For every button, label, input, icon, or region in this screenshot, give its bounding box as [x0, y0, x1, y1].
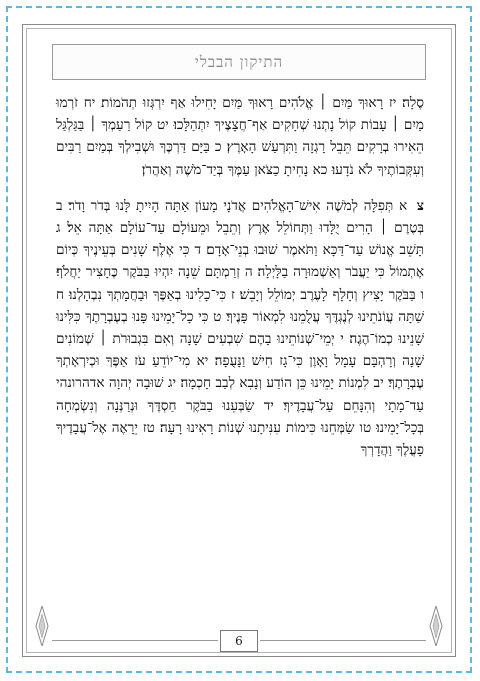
page-header: [52, 44, 426, 80]
page-number-box: [220, 630, 258, 652]
page-number: 6: [235, 634, 243, 648]
chapter-number: צ: [416, 197, 424, 214]
paragraph-text: א תְּפִלָּה לְמֹשֶׁה אִישׁ־הָאֱלֹהִים אֲדֹנָי מָעוֹן אַתָּה הָיִיתָ לָּנוּ בְּדֹר וָדֹר׃ ב בְּטֶרֶם ׀ הָרִים יֻלָּדוּ וַתְּחוֹלֵל אֶרֶץ וְתֵבֵל וּמֵעוֹלָם עַד־עוֹלָם אַתָּה אֵל׃ ג תָּשֵׁב אֱנוֹשׁ עַד־דַּכָּא וַתֹּאמֶר שׁוּבוּ בְנֵי־אָדָם׃ ד כִּי אֶלֶף שָׁנִים בְּעֵינֶיךָ כְּיוֹם אֶתְמוֹל כִּי יַעֲבֹר וְאַשְׁמוּרָה בַלָּיְלָה׃ ה זְרַמְתָּם שֵׁנָה יִהְיוּ בַּבֹּקֶר כֶּחָצִיר יַחֲלֹף׃ ו בַּבֹּקֶר יָצִיץ וְחָלָף לָעֶרֶב יְמוֹלֵל וְיָבֵשׁ׃ ז כִּי־כָלִינוּ בְאַפֶּךָ וּבַחֲמָתְךָ נִבְהָלְנוּ׃ ח שַׁתָּה עֲוֹנֹתֵינוּ לְנֶגְדֶּךָ עֲלֻמֵנוּ לִמְאוֹר פָּנֶיךָ׃ ט כִּי כָל־יָמֵינוּ פָּנוּ בְעֶבְרָתֶךָ כִּלִּינוּ שָׁנֵינוּ כְמוֹ־הֶגֶה׃ י יְמֵי־שְׁנוֹתֵינוּ בָהֶם שִׁבְעִים שָׁנָה וְאִם בִּגְבוּרֹת ׀ שְׁמוֹנִים שָׁנָה וְרָהְבָּם עָמָל וָאָוֶן כִּי־גָז חִישׁ וַנָּעֻפָה׃ יא מִי־יוֹדֵעַ עֹז אַפֶּךָ וּכְיִרְאָתְךָ עֶבְרָתֶךָ׃ יב לִמְנוֹת יָמֵינוּ כֵּן הוֹדַע וְנָבִא לְבַב חָכְמָה׃ יג שׁוּבָה יְהוָה אדהרונהי עַד־מָתָי וְהִנָּחֵם עַל־עֲבָדֶיךָ׃ יד שַׂבְּעֵנוּ בַבֹּקֶר חַסְדֶּךָ וּנְרַנְּנָה וְנִשְׂמְחָה בְּכָל־יָמֵינוּ׃ טו שַׂמְּחֵנוּ כִּימוֹת עִנִּיתָנוּ שְׁנוֹת רָאִינוּ רָעָה׃ טז יֵרָאֶה אֶל־עֲבָדֶיךָ פָעֳלֶךָ וַהֲדָרְךָ: [56, 197, 424, 459]
footer-rule-right: [260, 640, 426, 641]
paragraph-continuation: [56, 92, 424, 181]
page-title: התיקון הבבלי: [194, 52, 284, 71]
scripture-text: [56, 92, 424, 461]
paragraph-text: סֶלָה׃ יז רָאוּךָ מַּיִם ׀ אֱלֹהִים רָאוּךָ מַּיִם יָחִילוּ אַף יִרְגְּזוּ תְהֹמוֹת׃ יח זֹרְמוּ מַיִם ׀ עָבוֹת קוֹל נָתְנוּ שְׁחָקִים אַף־חֲצָצֶיךָ יִתְהַלָּכוּ׃ יט קוֹל רַעַמְךָ ׀ בַּגַּלְגַּל הֵאִירוּ בְרָקִים תֵּבֵל רָגְזָה וַתִּרְעַשׁ הָאָרֶץ׃ כ בַּיָּם דַּרְכֶּךָ וּשְׁבִילְךָ בְּמַיִם רַבִּים וְעִקְּבוֹתֶיךָ לֹא נֹדָעוּ׃ כא נָחִיתָ כַצֹּאן עַמֶּךָ בְּיַד־מֹשֶׁה וְאַהֲרֹן׃: [56, 95, 424, 178]
diamond-ornament-left-icon: [34, 606, 50, 646]
footer-rule-left: [52, 640, 218, 641]
paragraph-psalm-90: [56, 195, 424, 461]
diamond-ornament-right-icon: [428, 606, 444, 646]
